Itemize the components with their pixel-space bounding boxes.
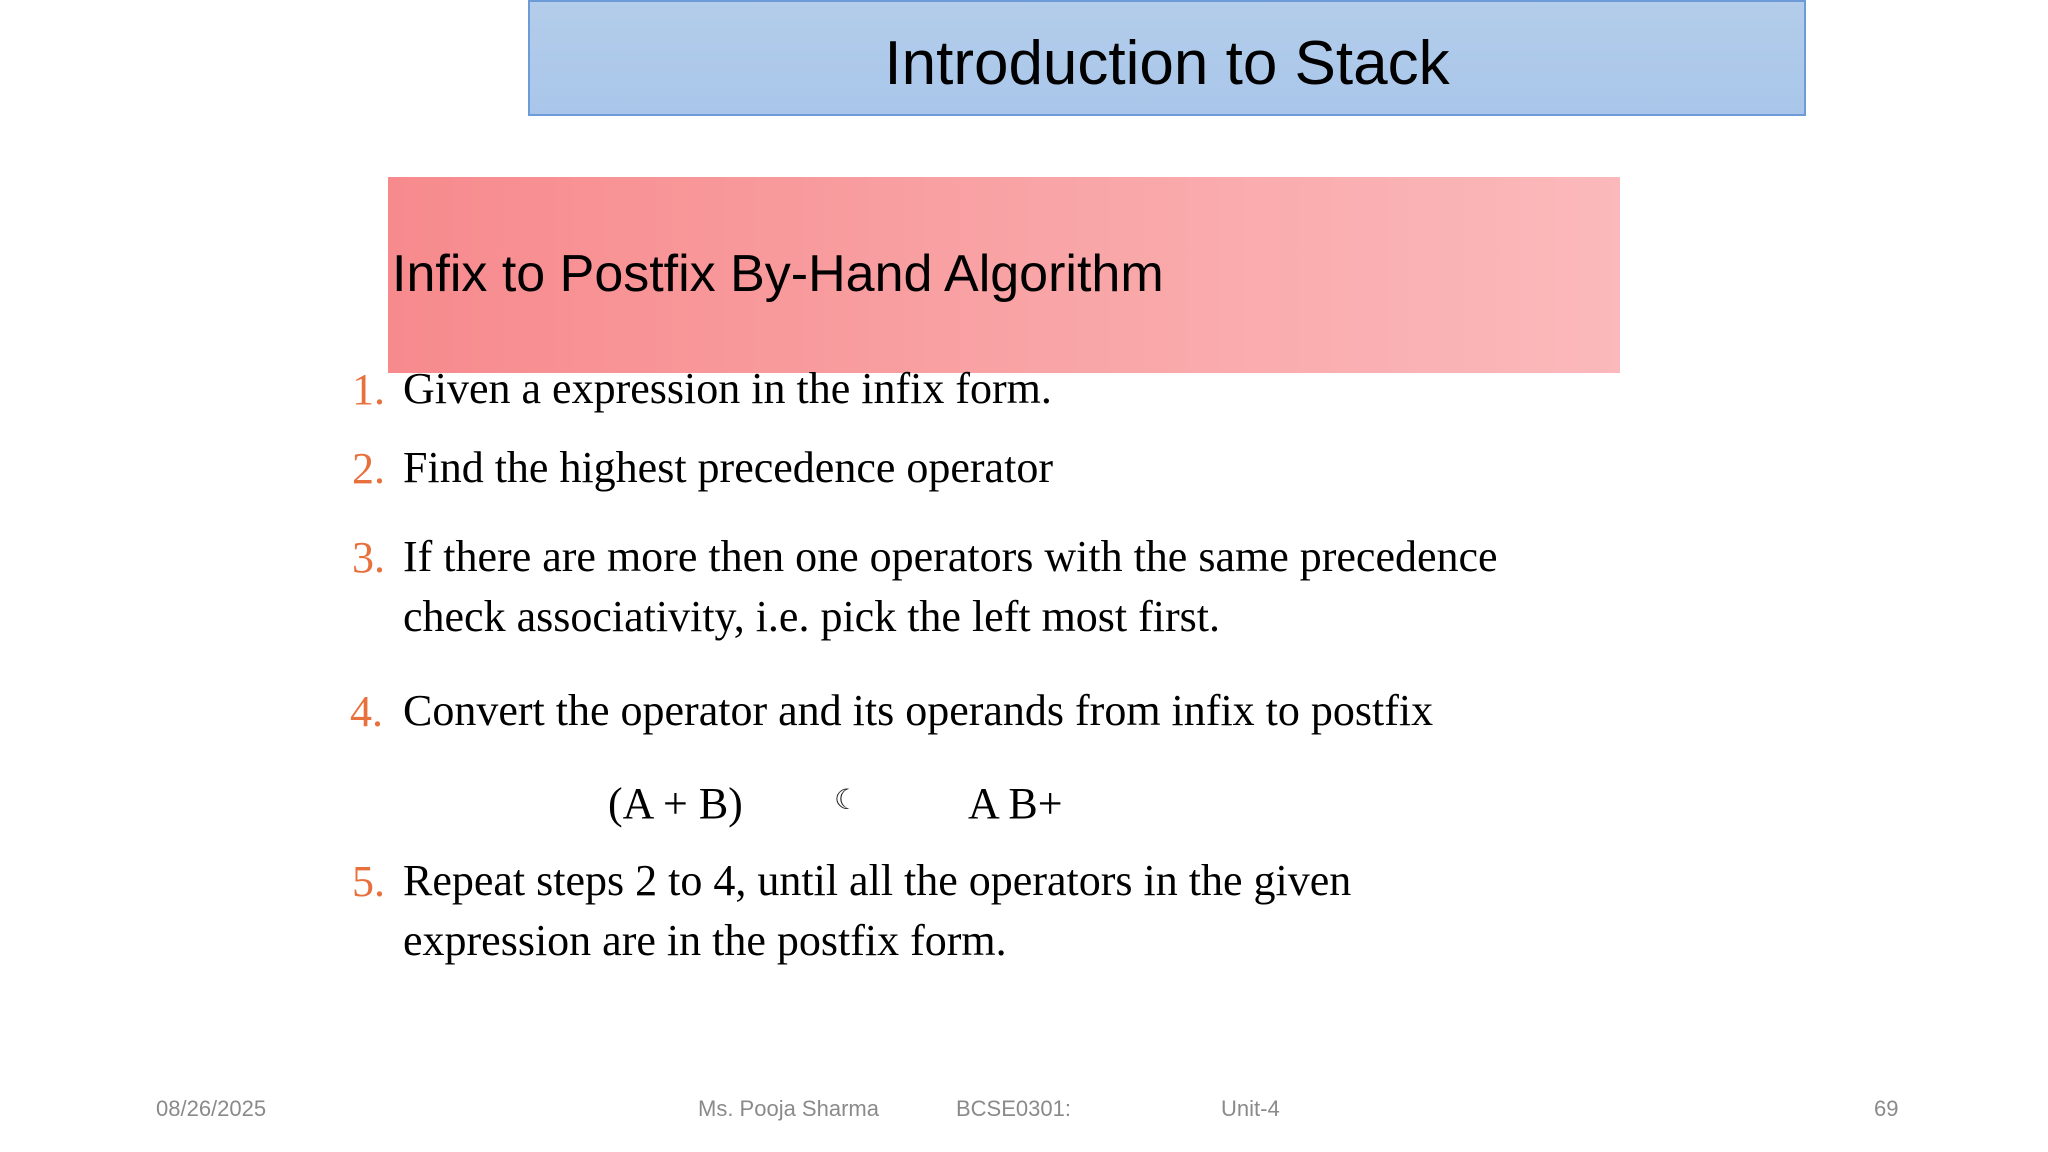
step-text: Repeat steps 2 to 4, until all the operators in the given bbox=[403, 856, 1352, 905]
footer-date: 08/26/2025 bbox=[156, 1096, 267, 1121]
step-text: Given a expression in the infix form. bbox=[403, 364, 1052, 413]
step-number: 5. bbox=[352, 857, 385, 906]
title-banner bbox=[528, 0, 1806, 116]
step-text-continued: check associativity, i.e. pick the left most first. bbox=[403, 592, 1221, 641]
step-number: 2. bbox=[352, 444, 385, 493]
step-number: 3. bbox=[352, 533, 385, 582]
footer-author: Ms. Pooja Sharma bbox=[698, 1096, 879, 1121]
footer-course: BCSE0301: bbox=[956, 1096, 1071, 1121]
step-number: 1. bbox=[352, 365, 385, 414]
example-infix: (A + B) bbox=[608, 779, 743, 828]
slide-subtitle: Infix to Postfix By-Hand Algorithm bbox=[392, 245, 1164, 303]
footer-unit: Unit-4 bbox=[1221, 1096, 1280, 1121]
example-postfix: A B+ bbox=[968, 779, 1063, 828]
step-text: If there are more then one operators with the same precedence bbox=[403, 532, 1498, 581]
arrow-icon: ☾ bbox=[834, 783, 860, 816]
step-text: Convert the operator and its operands from infix to postfix bbox=[403, 686, 1434, 735]
step-number: 4. bbox=[350, 687, 383, 736]
footer-page-number: 69 bbox=[1874, 1096, 1899, 1121]
slide-title: Introduction to Stack bbox=[884, 28, 1450, 98]
step-text-continued: expression are in the postfix form. bbox=[403, 916, 1007, 965]
step-text: Find the highest precedence operator bbox=[403, 443, 1053, 492]
